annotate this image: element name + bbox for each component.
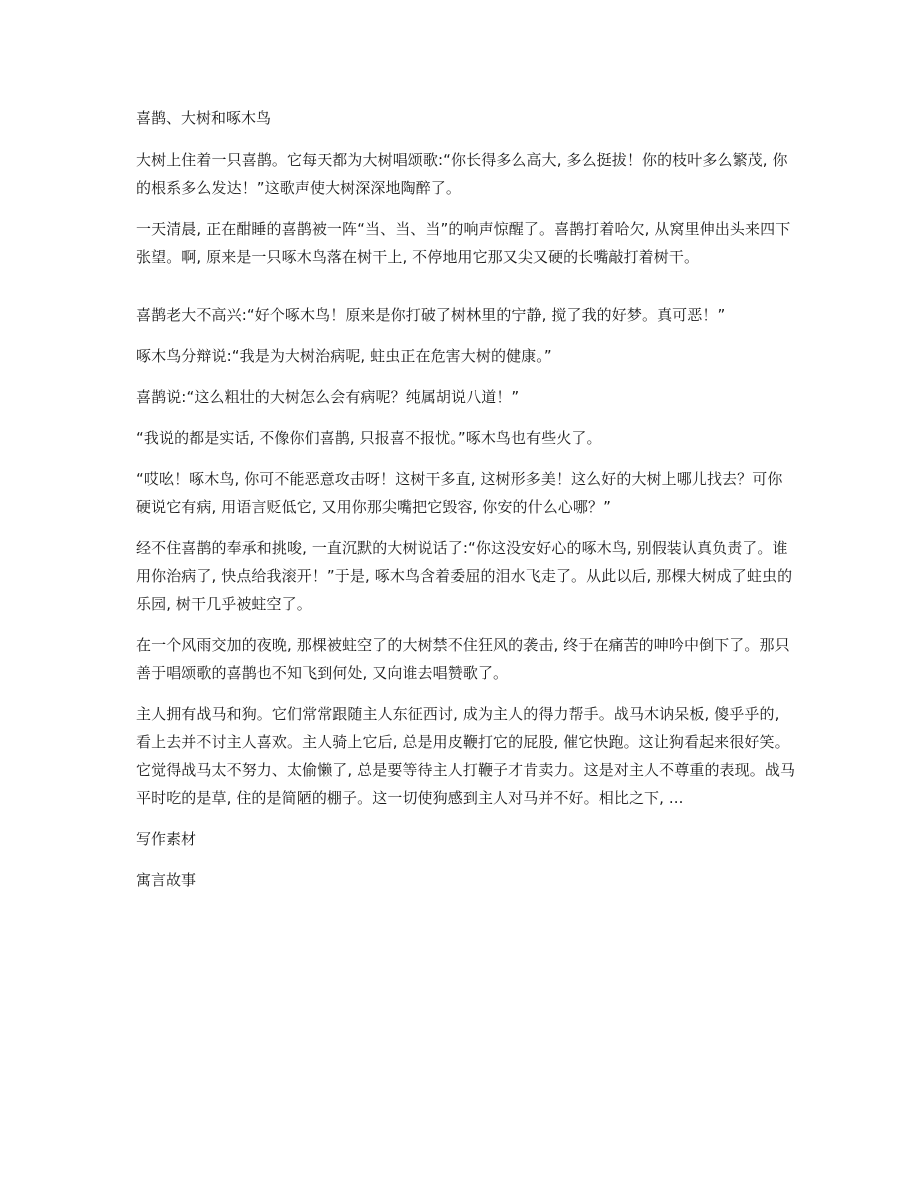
paragraph-3: 喜鹊老大不高兴:“好个啄木鸟！原来是你打破了树林里的宁静, 搅了我的好梦。真可恶！” [136,306,726,324]
tag-fable-story[interactable]: 寓言故事 [136,871,197,889]
document-page [136,104,796,907]
document-title: 喜鹊、大树和啄木鸟 [136,109,272,127]
paragraph-2: 一天清晨, 正在酣睡的喜鹊被一阵“当、当、当”的响声惊醒了。喜鹊打着哈欠, 从窝里伸出头来四下张望。啊, 原来是一只啄木鸟落在树干上, 不停地用它那又尖又硬的长嘴敲打着树干。 [136,220,791,266]
paragraph-5: 喜鹊说:“这么粗壮的大树怎么会有病呢？纯属胡说八道！” [136,388,520,406]
paragraph-1: 大树上住着一只喜鹊。它每天都为大树唱颂歌:“你长得多么高大, 多么挺拔！你的枝叶多么繁茂, 你的根系多么发达！”这歌声使大树深深地陶醉了。 [136,151,788,197]
paragraph-7: “哎吆！啄木鸟, 你可不能恶意攻击呀！这树干多直, 这树形多美！这么好的大树上哪儿找去？可你硬说它有病, 用语言贬低它, 又用你那尖嘴把它毁容, 你安的什么心哪？” [136,470,783,516]
paragraph-10: 主人拥有战马和狗。它们常常跟随主人东征西讨, 成为主人的得力帮手。战马木讷呆板, 傻乎乎的, 看上去并不讨主人喜欢。主人骑上它后, 总是用皮鞭打它的屁股, 催它快跑。这让狗看起来很好笑。它觉得战马太不努力、太偷懒了, 总是要等待主人打鞭子才肯卖力。这是对主人不尊重的表现。战马平时吃的是草, 住的是简陋的棚子。这一切使狗感到主人对马并不好。相比之下, ... [136,705,796,807]
paragraph-6: “我说的都是实话, 不像你们喜鹊, 只报喜不报忧。”啄木鸟也有些火了。 [136,429,602,447]
paragraph-4: 啄木鸟分辩说:“我是为大树治病呢, 蛀虫正在危害大树的健康。” [136,347,552,365]
tag-writing-material[interactable]: 写作素材 [136,830,197,848]
paragraph-8: 经不住喜鹊的奉承和挑唆, 一直沉默的大树说话了:“你这没安好心的啄木鸟, 别假装认真负责了。谁用你治病了, 快点给我滚开！”于是, 啄木鸟含着委屈的泪水飞走了。从此以后, 那棵大树成了蛀虫的乐园, 树干几乎被蛀空了。 [136,539,793,613]
paragraph-9: 在一个风雨交加的夜晚, 那棵被蛀空了的大树禁不住狂风的袭击, 终于在痛苦的呻吟中倒下了。那只善于唱颂歌的喜鹊也不知飞到何处, 又向谁去唱赞歌了。 [136,636,790,682]
